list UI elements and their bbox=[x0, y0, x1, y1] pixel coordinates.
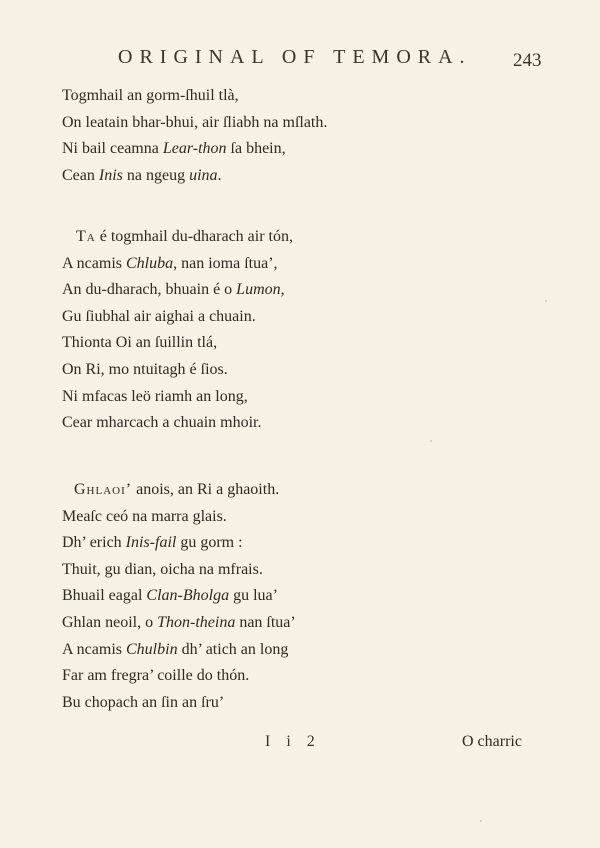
verse-text: Togmhail an gorm-ſhuil tlà, bbox=[62, 87, 239, 104]
verse-line bbox=[62, 614, 296, 632]
verse-text: Bhuail eagal bbox=[62, 587, 147, 605]
verse-text: A ncamis bbox=[62, 640, 126, 658]
italic-name: Clan-Bholga bbox=[146, 587, 230, 605]
verse-line bbox=[62, 641, 288, 659]
verse-line bbox=[62, 534, 243, 552]
verse-text: . bbox=[217, 166, 222, 184]
verse-text: On Ri, mo ntuitagh é ſios. bbox=[62, 361, 228, 378]
verse-text: gu gorm : bbox=[176, 534, 243, 552]
italic-name: Inis-fail bbox=[125, 534, 177, 552]
verse-line bbox=[62, 308, 256, 326]
verse-text: Ta bbox=[76, 228, 96, 245]
verse-line bbox=[76, 228, 293, 246]
verse-text: Dh’ erich bbox=[62, 534, 126, 552]
verse-text: nan ſtua’ bbox=[235, 614, 296, 631]
page-number: 243 bbox=[513, 50, 542, 71]
verse-text: , bbox=[280, 281, 285, 299]
verse-text: Cear mharcach a chuain mhoir. bbox=[62, 414, 262, 432]
verse-line bbox=[62, 334, 217, 352]
verse-text: Bu chopach an ſin an ſru’ bbox=[62, 693, 225, 711]
verse-text: Thionta Oi an ſuillin tlá, bbox=[62, 334, 218, 352]
verse-text: Meaſc ceó na marra glais. bbox=[62, 507, 227, 525]
running-head: ORIGINAL OF TEMORA. bbox=[118, 46, 472, 68]
italic-name: Lumon bbox=[236, 281, 281, 299]
verse-text: Cean bbox=[62, 166, 99, 184]
verse-text: na ngeug bbox=[122, 166, 190, 184]
verse-text: An du-dharach, bhuain é o bbox=[62, 281, 237, 299]
verse-text: dh’ atich an long bbox=[177, 640, 289, 658]
paper-speck bbox=[545, 300, 547, 302]
verse-text: Ghlan neoil, o bbox=[62, 614, 158, 631]
verse-line bbox=[62, 388, 248, 406]
verse-line bbox=[62, 508, 227, 526]
verse-line bbox=[62, 587, 278, 605]
verse-line bbox=[62, 694, 224, 712]
verse-text: anois, an Ri a ghaoith. bbox=[132, 481, 280, 498]
verse-line bbox=[62, 114, 327, 132]
catchword: O charric bbox=[462, 733, 522, 750]
verse-text: , nan ioma ſtua’, bbox=[173, 254, 278, 272]
verse-line bbox=[62, 361, 228, 379]
verse-line bbox=[62, 414, 261, 432]
verse-line bbox=[62, 561, 263, 579]
verse-line bbox=[62, 281, 285, 299]
paper-speck bbox=[480, 820, 482, 822]
verse-text: A ncamis bbox=[62, 254, 126, 272]
verse-line bbox=[62, 667, 249, 685]
italic-name: Inis bbox=[98, 166, 123, 184]
verse-text: Ni bail ceamna bbox=[62, 140, 163, 158]
verse-text: Thuit, gu dian, oicha na mfrais. bbox=[62, 560, 263, 578]
verse-line bbox=[62, 167, 222, 185]
verse-text: On leatain bhar-bhui, air ſliabh na mſlath. bbox=[62, 113, 328, 131]
paper-speck bbox=[430, 440, 432, 442]
verse-text: ſa bhein, bbox=[226, 140, 286, 158]
verse-line bbox=[62, 255, 278, 273]
verse-line bbox=[62, 87, 239, 105]
verse-text: Ni mfacas leö riamh an long, bbox=[62, 387, 248, 405]
verse-text: é togmhail du-dharach air tón, bbox=[95, 228, 293, 245]
signature-mark: I i 2 bbox=[265, 733, 321, 750]
italic-name: Chulbin bbox=[126, 640, 178, 658]
italic-name: Thon-theina bbox=[157, 614, 236, 631]
verse-text: gu lua’ bbox=[229, 587, 278, 605]
verse-text: Far am fregra’ coille do thón. bbox=[62, 667, 250, 685]
verse-text: Gu ſiubhal air aighai a chuain. bbox=[62, 307, 256, 325]
italic-name: Chluba bbox=[126, 254, 174, 272]
italic-name: Lear-thon bbox=[162, 140, 227, 158]
italic-name: uina bbox=[189, 166, 218, 184]
verse-line bbox=[62, 140, 286, 158]
verse-line bbox=[74, 481, 279, 499]
verse-text: Ghlaoi’ bbox=[74, 481, 133, 498]
